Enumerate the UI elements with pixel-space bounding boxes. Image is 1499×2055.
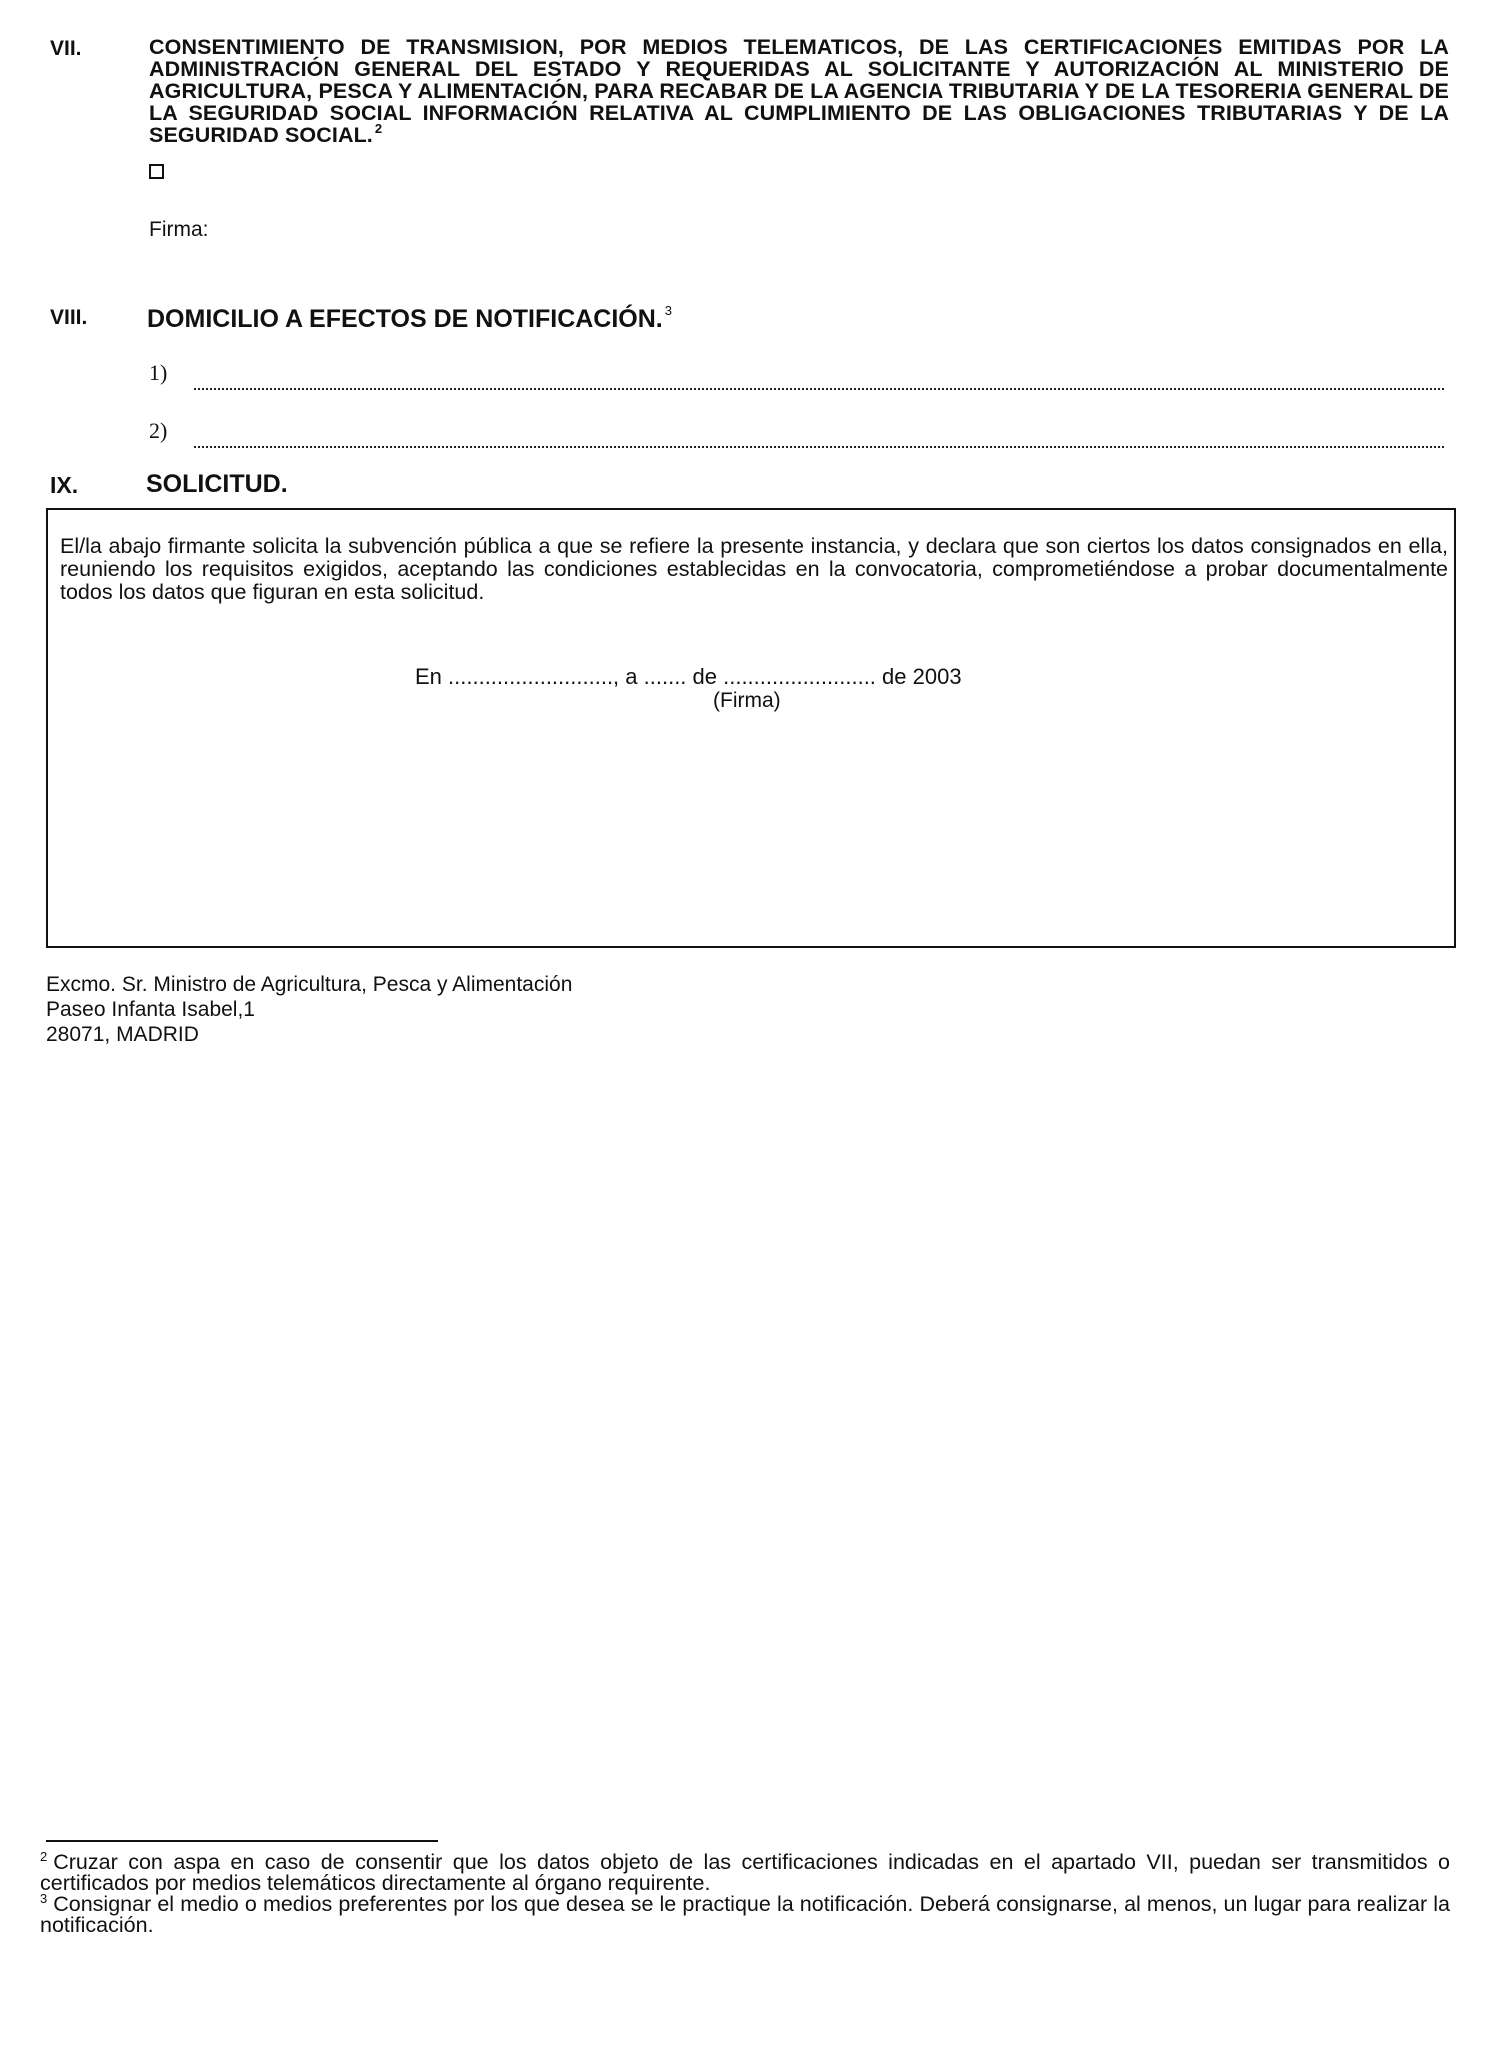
- section-ix-title: SOLICITUD.: [146, 470, 288, 498]
- footnote-3-text: Consignar el medio o medios preferentes por los que desea se le practique la notificación. Deberá consignarse, al menos, un lugar para realizar la notificación.: [40, 1892, 1450, 1937]
- address-line-1-field[interactable]: [194, 388, 1444, 390]
- footnote-2-text: Cruzar con aspa en caso de consentir que los datos objeto de las certificaciones indicadas en el apartado VII, puedan ser transmitidos o certificados por medios telemáticos directamente al órgano requirente.: [40, 1850, 1450, 1895]
- footnotes: [40, 1849, 1450, 1937]
- footnote-ref-3: 3: [664, 303, 672, 318]
- section-viii-title: [147, 303, 672, 334]
- consent-checkbox[interactable]: [149, 164, 164, 179]
- address-line-2: Paseo Infanta Isabel,1: [46, 998, 255, 1021]
- declaration-text: El/la abajo firmante solicita la subvención pública a que se refiere la presente instancia, y declara que son ciertos los datos consignados en ella, reuniendo los requisitos exigidos, aceptando las condiciones establecidas en la convocatoria, comprometiéndose a probar documentalmente todos los datos que figuran en esta solicitud.: [60, 534, 1448, 604]
- address-line-1: Excmo. Sr. Ministro de Agricultura, Pesca y Alimentación: [46, 973, 573, 996]
- section-viii-numeral: VIII.: [50, 306, 88, 329]
- section-vii-body: CONSENTIMIENTO DE TRANSMISION, POR MEDIOS TELEMATICOS, DE LAS CERTIFICACIONES EMITIDAS POR LA ADMINISTRACIÓN GENERAL DEL ESTADO Y REQUERIDAS AL SOLICITANTE Y AUTORIZACIÓN AL MINISTERIO DE AGRICULTURA, PESCA Y ALIMENTACIÓN, PARA RECABAR DE LA AGENCIA TRIBUTARIA Y DE LA TESORERIA GENERAL DE LA SEGURIDAD SOCIAL INFORMACIÓN RELATIVA AL CUMPLIMIENTO DE LAS OBLIGACIONES TRIBUTARIAS Y DE LA SEGURIDAD SOCIAL.: [149, 35, 1449, 147]
- address-line-2-field[interactable]: [194, 446, 1444, 448]
- address-line-3: 28071, MADRID: [46, 1023, 199, 1046]
- section-vii-numeral: VII.: [50, 37, 82, 60]
- signature-label: (Firma): [713, 689, 781, 712]
- section-vii-text: [149, 36, 1449, 146]
- section-viii-title-text: DOMICILIO A EFECTOS DE NOTIFICACIÓN.: [147, 305, 663, 333]
- footnote-2-number: 2: [40, 1849, 48, 1864]
- footnote-3: [40, 1891, 1450, 1937]
- footnote-separator: [46, 1840, 438, 1842]
- footnote-ref-2: 2: [374, 121, 383, 136]
- section-ix-numeral: IX.: [50, 472, 79, 498]
- footnote-2: [40, 1849, 1450, 1895]
- address-line-2-label: 2): [149, 418, 168, 443]
- firma-label: Firma:: [149, 218, 209, 241]
- place-date-line[interactable]: En ..........................., a ....... de ......................... de 2003: [415, 664, 962, 689]
- address-line-1-label: 1): [149, 360, 168, 385]
- footnote-3-number: 3: [40, 1891, 48, 1906]
- recipient-address: [46, 972, 572, 1047]
